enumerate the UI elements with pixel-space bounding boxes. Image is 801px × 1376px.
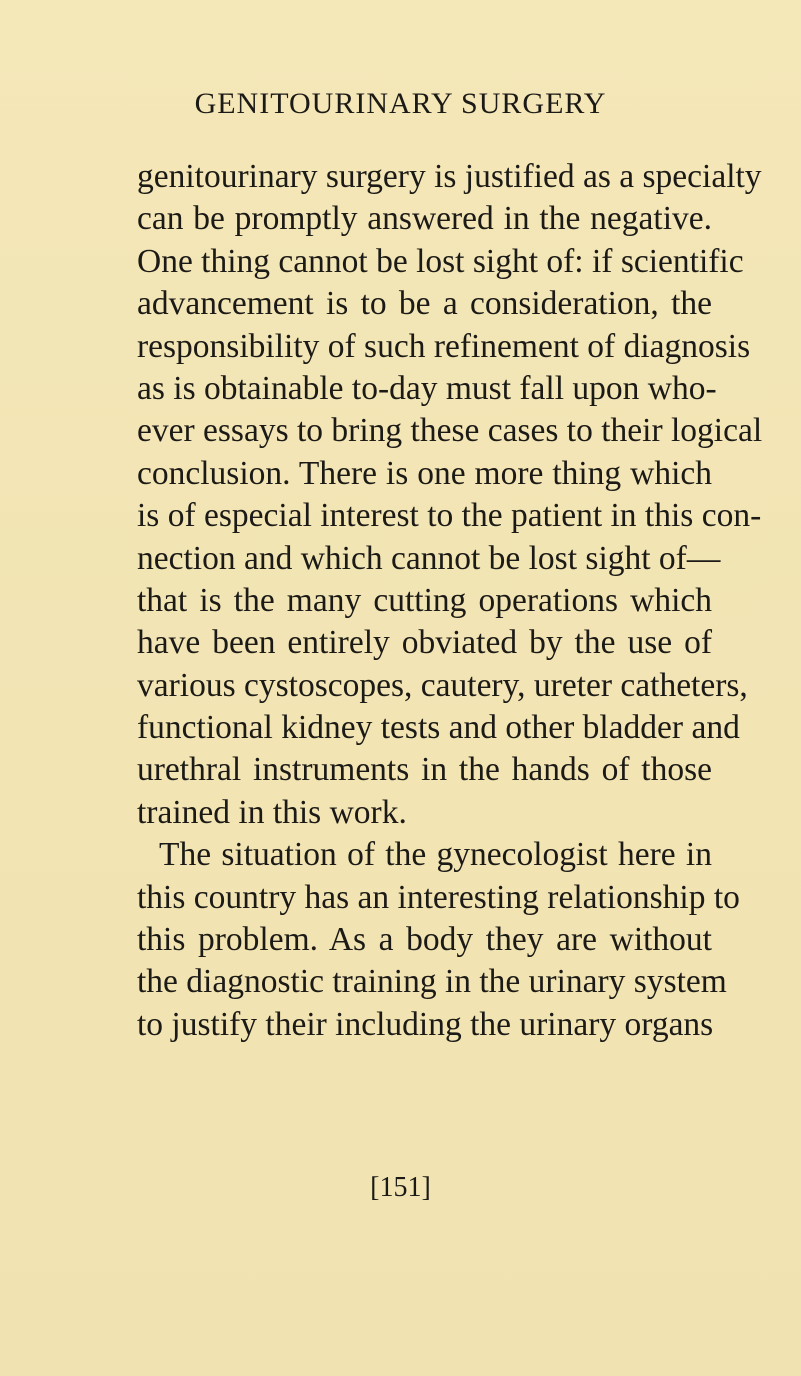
- text-line: the diagnostic training in the urinary system: [137, 963, 727, 1001]
- text-line: functional kidney tests and other bladder and: [137, 709, 740, 747]
- text-line: The situation of the gynecologist here in: [159, 836, 712, 874]
- text-line: as is obtainable to-day must fall upon who-: [137, 369, 717, 407]
- text-line: to justify their including the urinary organs: [137, 1005, 714, 1043]
- text-line: various cystoscopes, cautery, ureter catheters,: [137, 666, 748, 704]
- text-line: can be promptly answered in the negative.: [137, 200, 712, 238]
- text-line: genitourinary surgery is justified as a specialty: [137, 158, 762, 195]
- text-line: One thing cannot be lost sight of: if scientific: [137, 242, 744, 280]
- text-line: responsibility of such refinement of diagnosis: [137, 327, 751, 365]
- text-line: conclusion. There is one more thing which: [137, 454, 712, 492]
- body-text: [137, 156, 763, 1046]
- text-line: that is the many cutting operations which: [137, 581, 712, 619]
- text-line: this problem. As a body they are without: [137, 921, 712, 959]
- text-line: this country has an interesting relationship to: [137, 878, 740, 916]
- text-line: ever essays to bring these cases to their logical: [137, 412, 763, 450]
- text-line: urethral instruments in the hands of those: [137, 751, 712, 789]
- text-line: trained in this work.: [137, 793, 407, 831]
- text-line: is of especial interest to the patient in this con-: [137, 497, 762, 535]
- page-number: [151]: [370, 1172, 431, 1203]
- text-line: have been entirely obviated by the use of: [137, 624, 712, 662]
- text-line: advancement is to be a consideration, the: [137, 285, 712, 323]
- running-head: GENITOURINARY SURGERY: [194, 87, 607, 120]
- text-line: nection and which cannot be lost sight of—: [137, 539, 721, 577]
